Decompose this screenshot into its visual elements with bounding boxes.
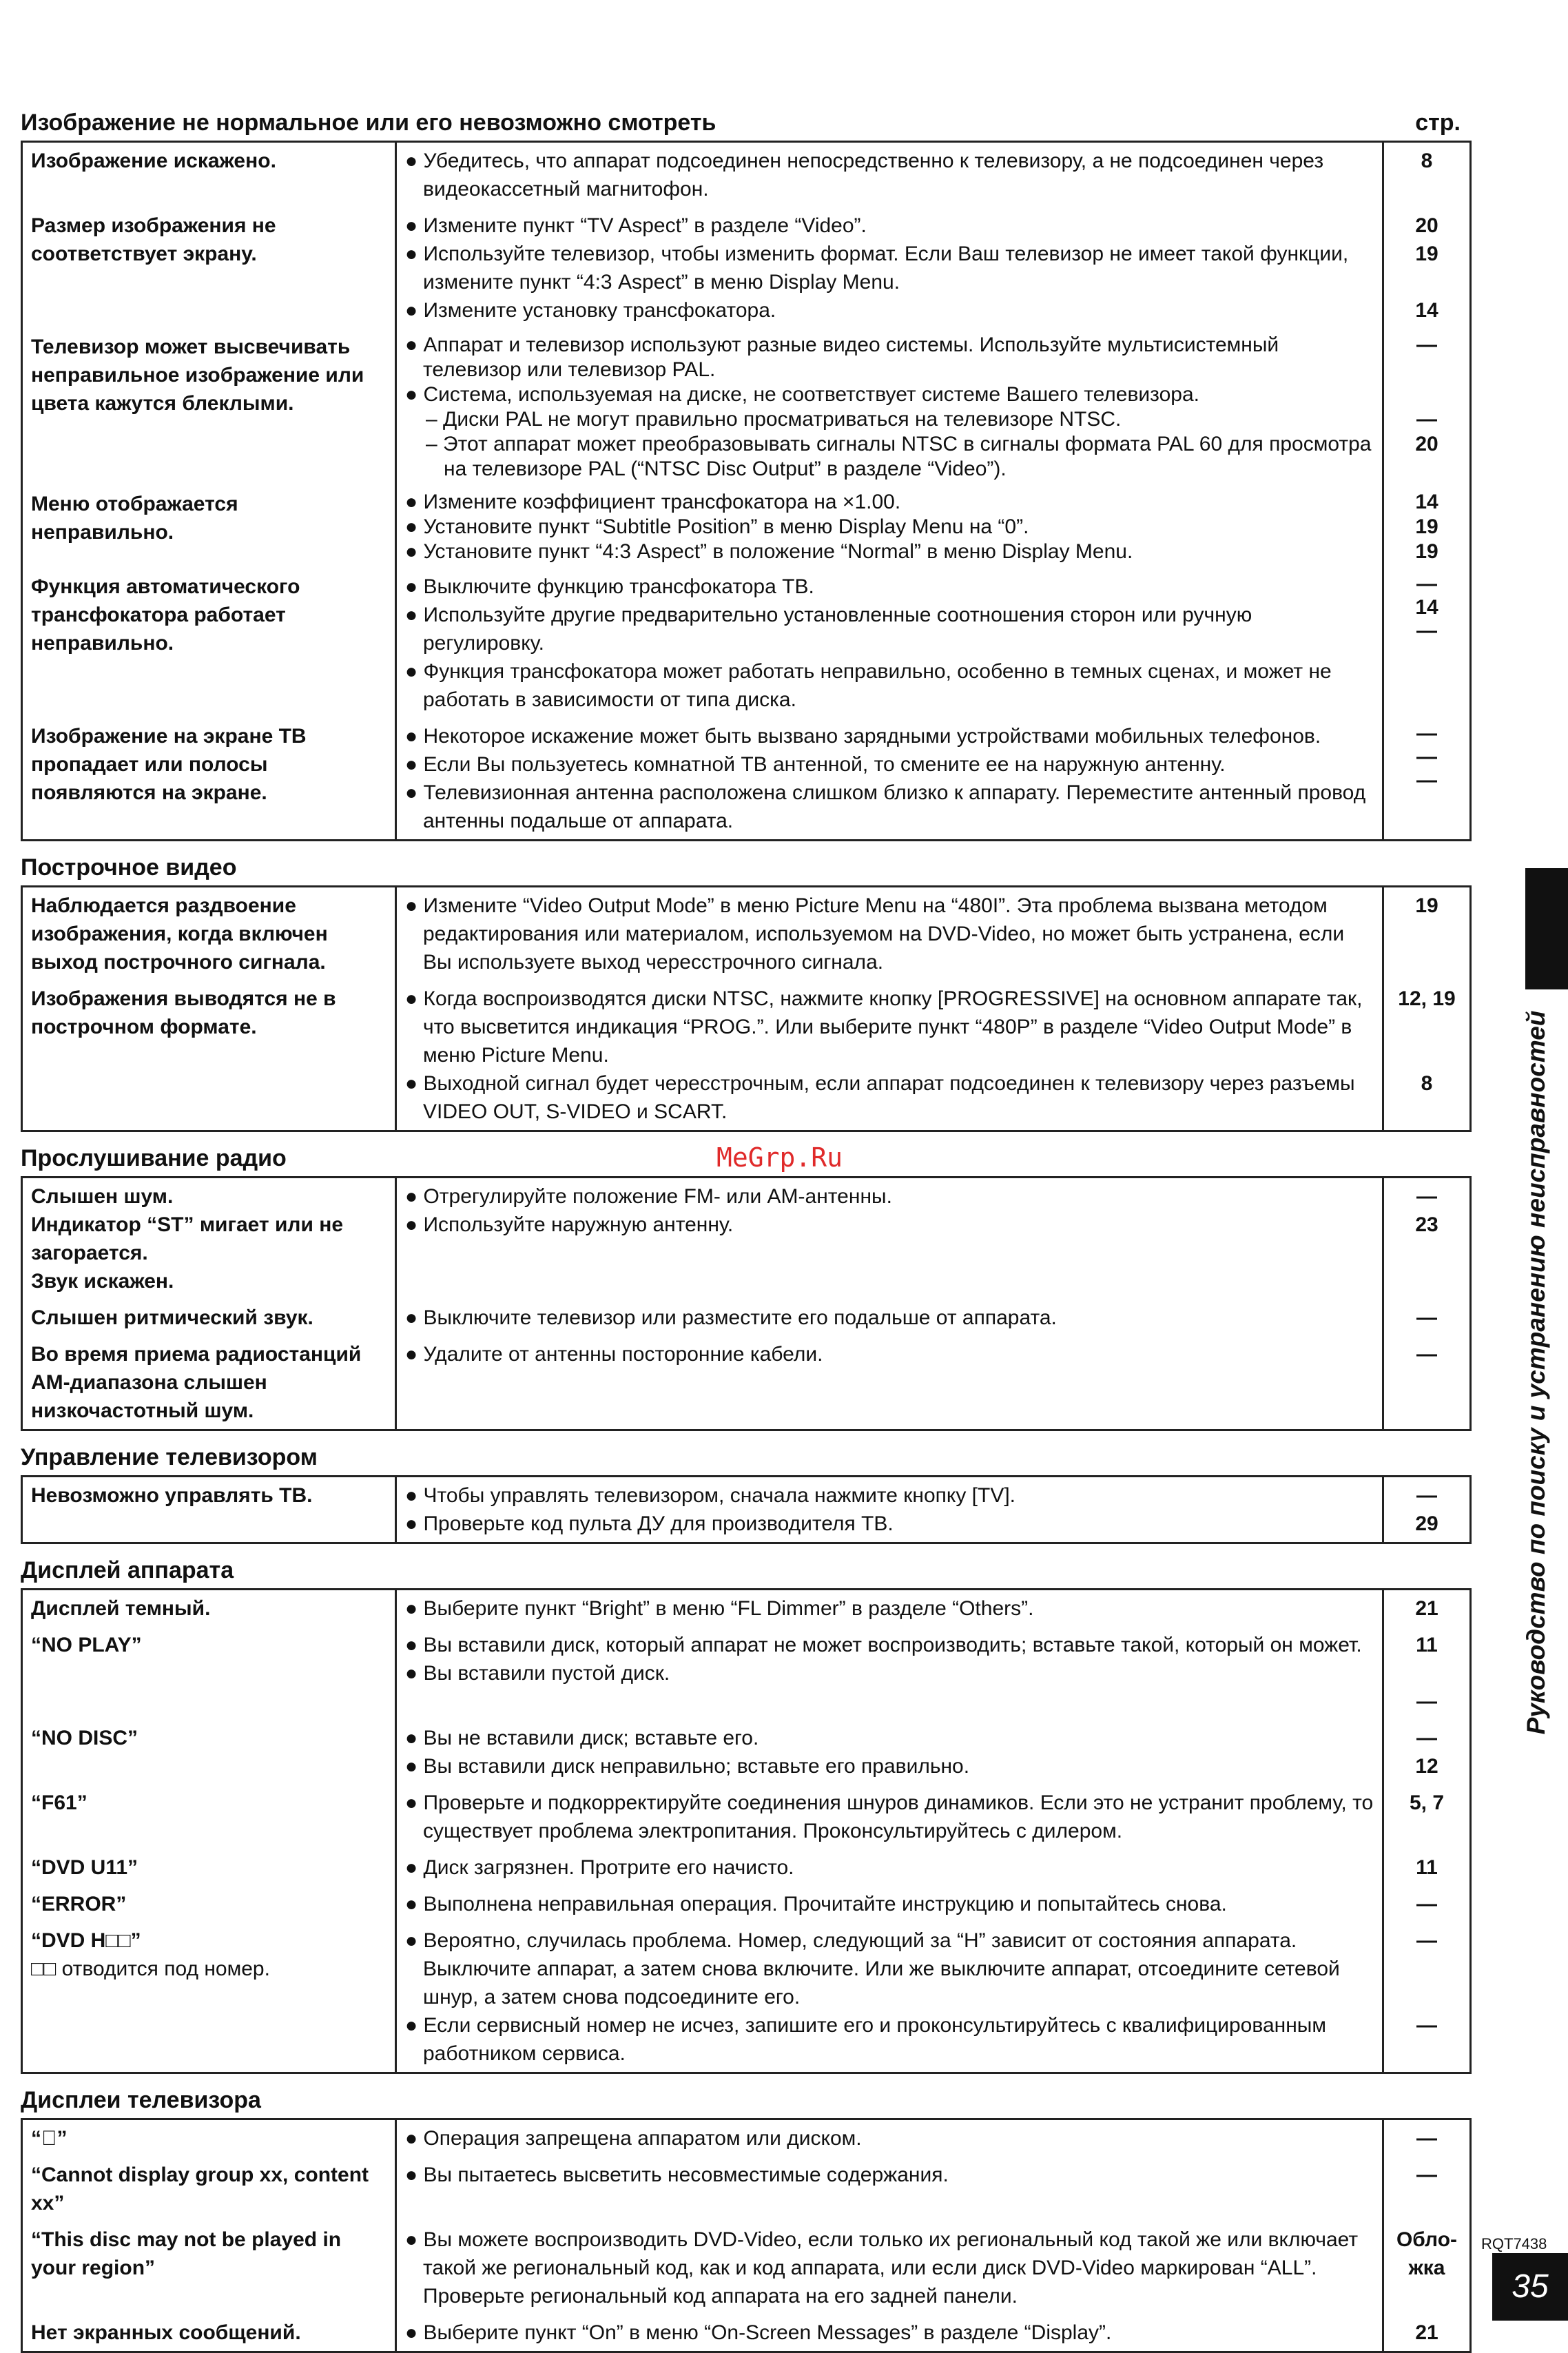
- remedy-item: ● Вы вставили пустой диск.: [405, 1662, 670, 1685]
- page-ref: —: [1416, 1727, 1437, 1749]
- remedy-item: ● Вы вставили диск, который аппарат не может воспроизводить; вставьте такой, который он может.: [405, 1634, 1362, 1656]
- table-row: Наблюдается раздвоение изображения, когда включен выход построчного сигнала. ● Измените “Video Output Mode” в меню Picture Menu на “480I”. Эта проблема вызвана методом редактирования или материалом, используемом на DVD-Video, но может быть устранена, если Вы используете выход чересстрочного сигнала. 19: [22, 887, 1471, 981]
- page-ref: Обло-жка: [1396, 2228, 1458, 2279]
- page-ref: —: [1416, 2164, 1437, 2186]
- table-row: “Cannot display group xx, content xx” ● Вы пытаетесь высветить несовместимые содержания. —: [22, 2157, 1471, 2221]
- page-ref: —: [1416, 1893, 1437, 1915]
- section-heading: Прослушивание радио: [21, 1145, 287, 1171]
- page-ref: —: [1416, 746, 1437, 768]
- page-ref: —: [1416, 2014, 1437, 2037]
- remedy-item: ● Аппарат и телевизор используют разные видео системы. Используйте мультисистемный телевизор или телевизор PAL.: [405, 333, 1279, 381]
- remedy-item: ● Используйте другие предварительно установленные соотношения сторон или ручную регулировку.: [405, 604, 1252, 655]
- remedy-item: ● Установите пункт “Subtitle Position” в меню Display Menu на “0”.: [405, 515, 1029, 538]
- table-row: Невозможно управлять ТВ. ● Чтобы управлять телевизором, сначала нажмите кнопку [TV]. ● Проверьте код пульта ДУ для производителя ТВ. — 29: [22, 1477, 1471, 1543]
- section-heading: Изображение не нормальное или его невозможно смотреть стр.: [21, 105, 1472, 136]
- page-ref: 29: [1415, 1512, 1438, 1535]
- remedy-item: ● Если сервисный номер не исчез, запишите его и проконсультируйтесь с квалифицированным работником сервиса.: [405, 2014, 1326, 2065]
- table-tv-display: [21, 2118, 1472, 2353]
- remedy-item: ● Когда воспроизводятся диски NTSC, нажмите кнопку [PROGRESSIVE] на основном аппарате так, что высветится индикация “PROG.”. Или выберите пункт “480P” в разделе “Video Output Mode” в меню Picture Menu.: [405, 987, 1363, 1067]
- page-ref: —: [1416, 333, 1437, 356]
- remedy-item: ● Если Вы пользуетесь комнатной ТВ антенной, то смените ее на наружную антенну.: [405, 753, 1226, 776]
- table-row: Во время приема радиостанций AM-диапазона слышен низкочастотный шум. ● Удалите от антенны посторонние кабели. —: [22, 1336, 1471, 1430]
- remedy-item: ● Отрегулируйте положение FM- или AM-антенны.: [405, 1185, 892, 1208]
- remedy-item: ● Вы вставили диск неправильно; вставьте его правильно.: [405, 1755, 970, 1778]
- page-ref: —: [1416, 408, 1437, 431]
- remedy-item: ● Система, используемая на диске, не соответствует системе Вашего телевизора.: [405, 383, 1199, 406]
- page-ref: —: [1416, 1343, 1437, 1366]
- section-heading: Дисплеи телевизора: [21, 2087, 261, 2113]
- page-ref: —: [1416, 1306, 1437, 1329]
- remedy-item: ● Вы можете воспроизводить DVD-Video, если только их региональный код такой же или включает такой же региональный код, как и код аппарата, или если диск DVD-Video маркирован “ALL”. Проверьте региональный код аппарата на его задней панели.: [405, 2228, 1359, 2308]
- page-ref: 19: [1415, 540, 1438, 563]
- table-row: “NO PLAY” ● Вы вставили диск, который аппарат не может воспроизводить; вставьте такой, который он может. ● Вы вставили пустой диск. 11 —: [22, 1627, 1471, 1720]
- remedy-item: ● Выходной сигнал будет чересстрочным, если аппарат подсоединен к телевизору через разъемы VIDEO OUT, S-VIDEO и SCART.: [405, 1072, 1355, 1123]
- table-row: Функция автоматического трансфокатора работает неправильно. ● Выключите функцию трансфокатора ТВ. ● Используйте другие предварительно установленные соотношения сторон или ручную регулировку. ● Функция трансфокатора может работать неправильно, особенно в темных сценах, и может не работать в зависимости от типа диска. — 14 —: [22, 568, 1471, 718]
- remedy-item: ● Используйте телевизор, чтобы изменить формат. Если Ваш телевизор не имеет такой функции, измените пункт “4:3 Aspect” в меню Display Menu.: [405, 243, 1349, 294]
- remedy-item: ● Функция трансфокатора может работать неправильно, особенно в темных сценах, и может не работать в зависимости от типа диска.: [405, 660, 1332, 711]
- page-ref: 14: [1415, 596, 1438, 619]
- table-radio: [21, 1176, 1472, 1431]
- page-ref: 14: [1415, 491, 1438, 513]
- remedy-item: ● Некоторое искажение может быть вызвано зарядными устройствами мобильных телефонов.: [405, 725, 1321, 748]
- page-ref: —: [1416, 573, 1437, 595]
- table-row: Меню отображается неправильно. ● Измените коэффициент трансфокатора на ×1.00. ● Установите пункт “Subtitle Position” в меню Display Menu на “0”. ● Установите пункт “4:3 Aspect” в положение “Normal” в меню Display Menu. 14 19 19: [22, 486, 1471, 568]
- remedy-item: ● Вы пытаетесь высветить несовместимые содержания.: [405, 2164, 949, 2186]
- document-code: RQT7438: [1481, 2235, 1547, 2252]
- page-ref: 21: [1415, 2321, 1438, 2344]
- remedy-item: ● Выберите пункт “Bright” в меню “FL Dimmer” в разделе “Others”.: [405, 1597, 1034, 1620]
- remedy-item: ● Убедитесь, что аппарат подсоединен непосредственно к телевизору, а не подсоединен через видеокассетный магнитофон.: [405, 150, 1324, 201]
- table-row: “NO DISC” ● Вы не вставили диск; вставьте его. ● Вы вставили диск неправильно; вставьте его правильно. — 12: [22, 1720, 1471, 1785]
- table-row: Слышен ритмический звук. ● Выключите телевизор или разместите его подальше от аппарата. —: [22, 1299, 1471, 1336]
- remedy-item: ● Измените установку трансфокатора.: [405, 299, 776, 322]
- remedy-item: ● Измените “Video Output Mode” в меню Picture Menu на “480I”. Эта проблема вызвана методом редактирования или материалом, используемом на DVD-Video, но может быть устранена, если Вы используете выход чересстрочного сигнала.: [405, 894, 1345, 974]
- remedy-item: ● Измените пункт “TV Aspect” в разделе “Video”.: [405, 214, 867, 237]
- table-row: Слышен шум. Индикатор “ST” мигает или не загорается. Звук искажен. ● Отрегулируйте положение FM- или AM-антенны. ● Используйте наружную антенну. — 23: [22, 1178, 1471, 1300]
- remedy-item: ● Выполнена неправильная операция. Прочитайте инструкцию и попытайтесь снова.: [405, 1893, 1227, 1915]
- remedy-item: ● Проверьте код пульта ДУ для производителя ТВ.: [405, 1512, 894, 1535]
- page-ref: 11: [1416, 1856, 1438, 1879]
- table-row: “DVD U11” ● Диск загрязнен. Протрите его начисто. 11: [22, 1849, 1471, 1886]
- table-row: “⃠” ● Операция запрещена аппаратом или диском. —: [22, 2119, 1471, 2157]
- page-ref: 21: [1415, 1597, 1438, 1620]
- page-ref: 8: [1421, 1072, 1433, 1095]
- page-ref: 20: [1415, 433, 1438, 455]
- side-title: Руководство по поиску и устранению неисправностей: [1522, 1010, 1550, 1735]
- remedy-item: ● Выберите пункт “On” в меню “On-Screen Messages” в разделе “Display”.: [405, 2321, 1112, 2344]
- section-heading: Построчное видео: [21, 854, 237, 881]
- page-column-label: стр.: [1415, 110, 1461, 136]
- section-tab-marker: [1525, 868, 1568, 989]
- page-ref: 5, 7: [1409, 1791, 1445, 1814]
- table-row: Изображение искажено. ● Убедитесь, что аппарат подсоединен непосредственно к телевизору, а не подсоединен через видеокассетный магнитофон. 8: [22, 142, 1471, 208]
- section-heading: Управление телевизором: [21, 1444, 318, 1470]
- section-heading: Дисплей аппарата: [21, 1557, 234, 1583]
- table-row: Изображение на экране ТВ пропадает или полосы появляются на экране. ● Некоторое искажение может быть вызвано зарядными устройствами мобильных телефонов. ● Если Вы пользуетесь комнатной ТВ антенной, то смените ее на наружную антенну. ● Телевизионная антенна расположена слишком близко к аппарату. Переместите антенный провод антенны подальше от аппарата. — — —: [22, 718, 1471, 841]
- table-row: “ERROR” ● Выполнена неправильная операция. Прочитайте инструкцию и попытайтесь снова. —: [22, 1886, 1471, 1922]
- remedy-item: ● Используйте наружную антенну.: [405, 1213, 734, 1236]
- page-ref: —: [1416, 2127, 1437, 2150]
- table-tv-control: [21, 1475, 1472, 1544]
- page-ref: 20: [1415, 214, 1438, 237]
- table-row: “F61” ● Проверьте и подкорректируйте соединения шнуров динамиков. Если это не устранит проблему, то существует проблема электропитания. Проконсультируйтесь с дилером. 5, 7: [22, 1785, 1471, 1849]
- page-ref: —: [1416, 1690, 1437, 1713]
- remedy-item: ● Телевизионная антенна расположена слишком близко к аппарату. Переместите антенный провод антенны подальше от аппарата.: [405, 781, 1366, 832]
- table-row: Размер изображения не соответствует экрану. ● Измените пункт “TV Aspect” в разделе “Video”. ● Используйте телевизор, чтобы изменить формат. Если Ваш телевизор не имеет такой функции, измените пункт “4:3 Aspect” в меню Display Menu. ● Измените установку трансфокатора. 20 19 14: [22, 207, 1471, 329]
- remedy-item: ● Проверьте и подкорректируйте соединения шнуров динамиков. Если это не устранит проблему, то существует проблема электропитания. Проконсультируйтесь с дилером.: [405, 1791, 1374, 1842]
- table-row: “DVD H□□” □□ отводится под номер. ● Вероятно, случилась проблема. Номер, следующий за “H” зависит от состояния аппарата. Выключите аппарат, а затем снова включите. Или же выключите аппарат, отсоедините сетевой шнур, а затем снова подсоедините его. ● Если сервисный номер не исчез, запишите его и проконсультируйтесь с квалифицированным работником сервиса. — —: [22, 1922, 1471, 2073]
- remedy-item: ● Удалите от антенны посторонние кабели.: [405, 1343, 823, 1366]
- table-progressive: [21, 885, 1472, 1132]
- page-ref: 14: [1415, 299, 1438, 322]
- page-ref: 19: [1415, 515, 1438, 538]
- page-ref: —: [1416, 722, 1437, 745]
- troubleshooting-page: [21, 96, 1472, 2353]
- page-ref: 19: [1415, 894, 1438, 917]
- page-ref: 12, 19: [1398, 987, 1456, 1010]
- page-ref: 8: [1421, 150, 1433, 172]
- table-row: Нет экранных сообщений. ● Выберите пункт “On” в меню “On-Screen Messages” в разделе “Display”. 21: [22, 2314, 1471, 2352]
- page-ref: —: [1416, 1929, 1437, 1952]
- remedy-item: ● Выключите телевизор или разместите его подальше от аппарата.: [405, 1306, 1057, 1329]
- page-ref: —: [1416, 619, 1437, 642]
- remedy-item: ● Измените коэффициент трансфокатора на ×1.00.: [405, 491, 901, 513]
- remedy-item: ● Вы не вставили диск; вставьте его.: [405, 1727, 759, 1749]
- page-ref: 12: [1415, 1755, 1438, 1778]
- page-ref: —: [1416, 1185, 1437, 1208]
- page-ref: —: [1416, 769, 1437, 792]
- remedy-item: ● Установите пункт “4:3 Aspect” в положение “Normal” в меню Display Menu.: [405, 540, 1133, 563]
- remedy-subitem: – Диски PAL не могут правильно просматриваться на телевизоре NTSC.: [426, 408, 1122, 431]
- table-picture: [21, 141, 1472, 841]
- table-row: Изображения выводятся не в построчном формате. ● Когда воспроизводятся диски NTSC, нажмите кнопку [PROGRESSIVE] на основном аппарате так, что высветится индикация “PROG.”. Или выберите пункт “480P” в разделе “Video Output Mode” в меню Picture Menu. ● Выходной сигнал будет чересстрочным, если аппарат подсоединен к телевизору через разъемы VIDEO OUT, S-VIDEO и SCART. 12, 19 8: [22, 980, 1471, 1131]
- remedy-item: ● Чтобы управлять телевизором, сначала нажмите кнопку [TV].: [405, 1484, 1016, 1507]
- table-row: “This disc may not be played in your region” ● Вы можете воспроизводить DVD-Video, если только их региональный код такой же или включает такой же региональный код, как и код аппарата, или если диск DVD-Video маркирован “ALL”. Проверьте региональный код аппарата на его задней панели. Обло-жка: [22, 2221, 1471, 2314]
- remedy-item: ● Вероятно, случилась проблема. Номер, следующий за “H” зависит от состояния аппарата. Выключите аппарат, а затем снова включите. Или же выключите аппарат, отсоедините сетевой шнур, а затем снова подсоедините его.: [405, 1929, 1340, 2008]
- watermark: MeGrp.Ru: [716, 1142, 843, 1173]
- page-number: 35: [1492, 2253, 1568, 2321]
- remedy-item: ● Выключите функцию трансфокатора ТВ.: [405, 575, 814, 598]
- table-row: Телевизор может высвечивать неправильное изображение или цвета кажутся блеклыми. ● Аппарат и телевизор используют разные видео системы. Используйте мультисистемный телевизор или телевизор PAL. ● Система, используемая на диске, не соответствует системе Вашего телевизора. – Диски PAL не могут правильно просматриваться на телевизоре NTSC. – Этот аппарат может преобразовывать сигналы NTSC в сигналы формата PAL 60 для просмотра на телевизоре PAL (“NTSC Disc Output” в разделе “Video”). — — 20: [22, 329, 1471, 486]
- table-unit-display: [21, 1588, 1472, 2074]
- page-ref: 11: [1416, 1634, 1438, 1656]
- page-ref: —: [1416, 1484, 1437, 1507]
- page-ref: 19: [1415, 243, 1438, 265]
- remedy-subitem: – Этот аппарат может преобразовывать сигналы NTSC в сигналы формата PAL 60 для просмотра на телевизоре PAL (“NTSC Disc Output” в разделе “Video”).: [426, 433, 1372, 480]
- remedy-item: ● Операция запрещена аппаратом или диском.: [405, 2127, 862, 2150]
- page-ref: 23: [1415, 1213, 1438, 1236]
- remedy-item: ● Диск загрязнен. Протрите его начисто.: [405, 1856, 794, 1879]
- table-row: Дисплей темный. ● Выберите пункт “Bright” в меню “FL Dimmer” в разделе “Others”. 21: [22, 1590, 1471, 1627]
